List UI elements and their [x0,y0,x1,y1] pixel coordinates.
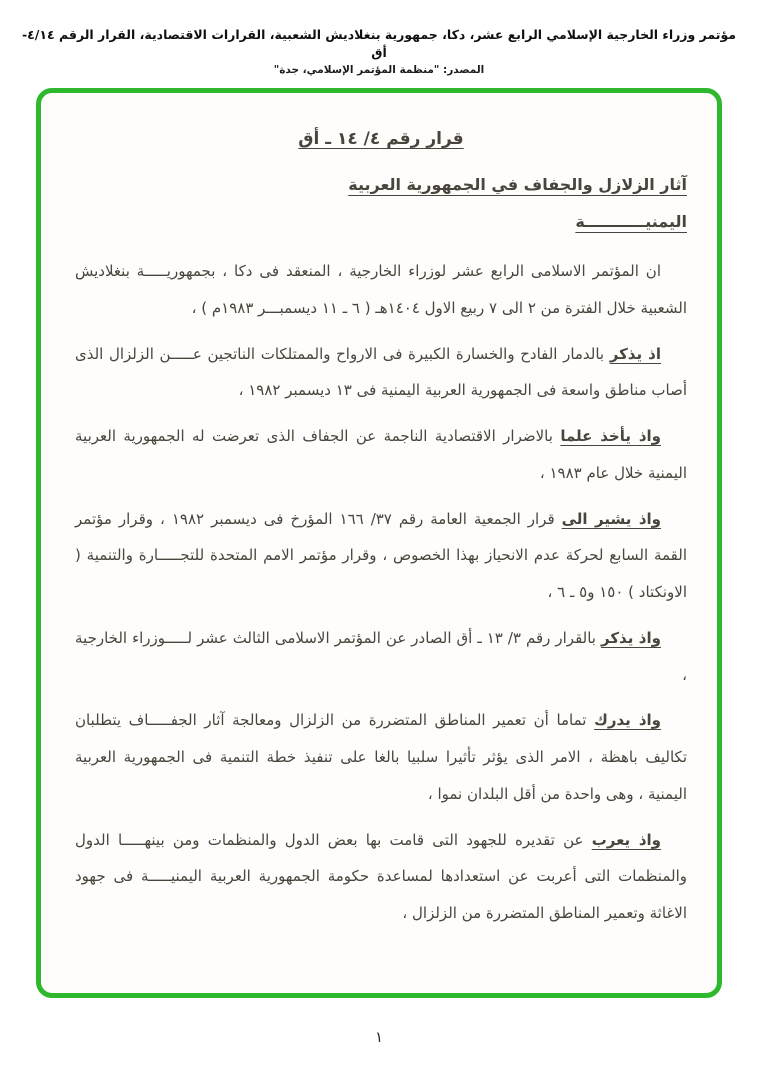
paragraph-text: ان المؤتمر الاسلامى الرابع عشر لوزراء الخارجية ، المنعقد فى دكا ، بجمهوريـــــة بنغلاديش الشعبية خلال الفترة من ٢ الى ٧ ربيع الاول ١٤٠٤هـ ( ٦ ـ ١١ ديسمبـــر ١٩٨٣م ) ، [75,262,687,317]
paragraph-text: تماما أن تعمير المناطق المتضررة من الزلزال ومعالجة آثار الجفـــــاف يتطلبان تكاليف باهظة ، الامر الذى يؤثر تأثيرا سلبيا بالغا على تنفيذ خطة التنمية فى الجمهورية العربية اليمنية ، وهى واحدة من أقل البلدان نموا ، [75,711,687,803]
page-number: ١ [374,1028,384,1046]
paragraph-lead: واذ يأخذ علما [560,427,661,445]
paragraph-text: عن تقديره للجهود التى قامت بها بعض الدول والمنظمات ومن بينهـــــا الدول والمنظمات التى أعربت عن استعدادها لمساعدة حكومة الجمهورية العربية اليمنيـــــة فى جهود الاغاثة وتعمير المناطق المتضررة من الزلزال ، [75,830,687,922]
paragraph-text: بالقرار رقم ٣/ ١٣ ـ أق الصادر عن المؤتمر الاسلامى الثالث عشر لـــــوزراء الخارجية ، [75,628,687,684]
resolution-subject-line2: اليمنيـــــــــــة [575,212,687,231]
resolution-body [75,253,687,932]
resolution-subject-line1: آثار الزلازل والجفاف في الجمهورية العربية [348,175,687,194]
paragraph [75,620,687,694]
paragraph-lead: واذ يذكر [601,628,661,647]
paragraph-text: بالاضرار الاقتصادية الناجمة عن الجفاف الذى تعرضت له الجمهورية العربية اليمنية خلال عام ١٩٨٣ ، [75,427,687,482]
header-citation: مؤتمر وزراء الخارجية الإسلامي الرابع عشر، دكا، جمهورية بنغلاديش الشعبية، القرارات الاقتصادية، القرار الرقم ٤/١٤-أق [21,27,737,60]
paragraph-lead: واذ يعرب [591,830,662,849]
paragraph [75,822,687,932]
scanned-resolution-text [41,93,717,993]
paragraph-lead: واذ يدرك [594,711,661,730]
paragraph [75,501,687,611]
paragraph-text: قرار الجمعية العامة رقم ٣٧/ ١٦٦ المؤرخ فى ديسمبر ١٩٨٢ ، وقرار مؤتمر القمة السابع لحركة عدم الانحياز بهذا الخصوص ، وقرار مؤتمر الامم المتحدة للتجـــــارة والتنمية ( الاونكتاد ) ١٥٠ و٥ ـ ٦ ، [75,509,687,601]
paragraph-lead: اذ يذكر [609,344,662,363]
resolution-number-text: قرار رقم ٤/ ١٤ ـ أق [298,129,464,149]
green-border-frame [36,88,722,998]
resolution-subject [75,175,687,231]
header-source-line: المصدر: "منظمة المؤتمر الإسلامي، جدة" [273,64,485,76]
resolution-number-title [75,129,687,149]
paragraph [75,336,687,410]
paragraph-text: بالدمار الفادح والخسارة الكبيرة فى الارواح والممتلكات الناتجين عـــــن الزلزال الذى أصاب مناطق واسعة فى الجمهورية العربية اليمنية فى ١٣ ديسمبر ١٩٨٢ ، [75,344,687,400]
paragraph-lead: واذ يشير الى [561,509,661,528]
paragraph [75,702,687,812]
paragraph [75,253,687,327]
document-header [20,26,738,76]
paragraph [75,418,687,492]
